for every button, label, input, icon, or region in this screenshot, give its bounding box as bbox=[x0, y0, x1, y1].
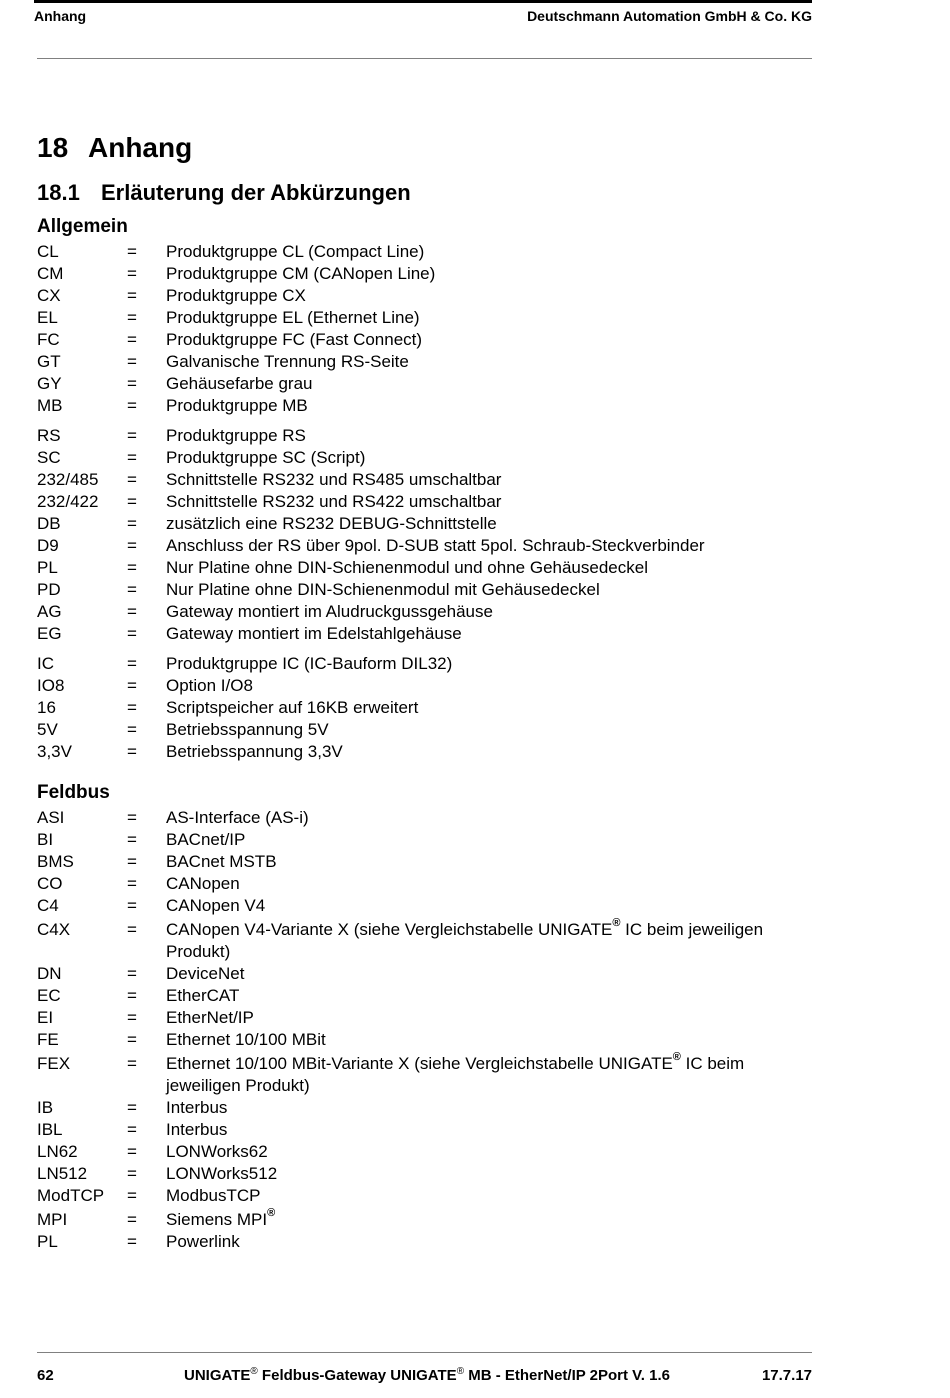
footer-title-text: UNIGATE bbox=[184, 1367, 251, 1384]
definition: Gateway montiert im Aludruckgussgehäuse bbox=[166, 602, 493, 621]
abbreviation: ModTCP bbox=[37, 1186, 105, 1205]
definition: Nur Platine ohne DIN-Schienenmodul mit Gehäusedeckel bbox=[166, 580, 600, 599]
definition: Betriebsspannung 3,3V bbox=[166, 742, 343, 761]
abbreviation: PD bbox=[37, 580, 61, 599]
abbreviation: C4X bbox=[37, 920, 71, 939]
definition-text: CANopen V4-Variante X (siehe Vergleichstabelle UNIGATE bbox=[166, 920, 613, 939]
equals-sign: = bbox=[127, 1008, 137, 1027]
abbreviation: CX bbox=[37, 286, 61, 305]
definition: EtherCAT bbox=[166, 986, 240, 1005]
registered-mark: ® bbox=[250, 1366, 258, 1377]
definition: Interbus bbox=[166, 1098, 228, 1117]
equals-sign: = bbox=[127, 830, 137, 849]
definition: Anschluss der RS über 9pol. D-SUB statt 5pol. Schraub-Steckverbinder bbox=[166, 536, 705, 555]
footer-title-text: Feldbus-Gateway UNIGATE bbox=[257, 1367, 457, 1384]
definition: Produktgruppe FC (Fast Connect) bbox=[166, 330, 423, 349]
definition: AS-Interface (AS-i) bbox=[166, 808, 309, 827]
page-number: 62 bbox=[37, 1367, 54, 1384]
definition-text: Siemens MPI bbox=[166, 1210, 268, 1229]
equals-sign: = bbox=[127, 808, 137, 827]
definition: Produktgruppe CM (CANopen Line) bbox=[166, 264, 436, 283]
footer-divider bbox=[37, 1352, 812, 1353]
definition: Produktgruppe SC (Script) bbox=[166, 448, 366, 467]
definition: LONWorks512 bbox=[166, 1164, 278, 1183]
equals-sign: = bbox=[127, 1098, 137, 1117]
definition: Produktgruppe EL (Ethernet Line) bbox=[166, 308, 420, 327]
abbreviation: EI bbox=[37, 1008, 54, 1027]
equals-sign: = bbox=[127, 852, 137, 871]
definition: Produktgruppe RS bbox=[166, 426, 306, 445]
registered-mark: ® bbox=[456, 1366, 465, 1377]
equals-sign: = bbox=[127, 920, 137, 939]
equals-sign: = bbox=[127, 720, 137, 739]
equals-sign: = bbox=[127, 264, 137, 283]
equals-sign: = bbox=[127, 602, 137, 621]
abbreviation: SC bbox=[37, 448, 61, 467]
abbreviation: EL bbox=[37, 308, 58, 327]
header-divider bbox=[37, 58, 812, 59]
section-name: Erläuterung der Abkürzungen bbox=[101, 180, 411, 205]
abbreviation: IO8 bbox=[37, 676, 65, 695]
definition: Betriebsspannung 5V bbox=[166, 720, 329, 739]
abbreviation: FEX bbox=[37, 1054, 71, 1073]
abbreviation: GY bbox=[37, 374, 62, 393]
chapter-name: Anhang bbox=[88, 132, 193, 163]
equals-sign: = bbox=[127, 514, 137, 533]
equals-sign: = bbox=[127, 426, 137, 445]
equals-sign: = bbox=[127, 330, 137, 349]
abbreviation: PL bbox=[37, 1232, 58, 1251]
abbreviation: 232/422 bbox=[37, 492, 99, 511]
equals-sign: = bbox=[127, 874, 137, 893]
abbreviation: LN62 bbox=[37, 1142, 78, 1161]
definition-text: IC beim jeweiligen Produkt) bbox=[166, 1054, 745, 1095]
abbreviation: CM bbox=[37, 264, 64, 283]
abbreviation: PL bbox=[37, 558, 58, 577]
definition: DeviceNet bbox=[166, 964, 245, 983]
registered-mark: ® bbox=[672, 1051, 681, 1064]
equals-sign: = bbox=[127, 1030, 137, 1049]
definition: Galvanische Trennung RS-Seite bbox=[166, 352, 409, 371]
equals-sign: = bbox=[127, 654, 137, 673]
definition: Gateway montiert im Edelstahlgehäuse bbox=[166, 624, 462, 643]
definition: BACnet/IP bbox=[166, 830, 246, 849]
abbreviation: LN512 bbox=[37, 1164, 88, 1183]
definition: ModbusTCP bbox=[166, 1186, 261, 1205]
equals-sign: = bbox=[127, 448, 137, 467]
abbreviation: 16 bbox=[37, 698, 56, 717]
equals-sign: = bbox=[127, 308, 137, 327]
equals-sign: = bbox=[127, 558, 137, 577]
abbreviation: IBL bbox=[37, 1120, 63, 1139]
abbreviation: C4 bbox=[37, 896, 59, 915]
equals-sign: = bbox=[127, 470, 137, 489]
equals-sign: = bbox=[127, 1186, 137, 1205]
abbreviation: GT bbox=[37, 352, 61, 371]
definition: Produktgruppe CX bbox=[166, 286, 306, 305]
abbreviation: IB bbox=[37, 1098, 54, 1117]
definition: CANopen V4 bbox=[166, 896, 266, 915]
definition: zusätzlich eine RS232 DEBUG-Schnittstelle bbox=[166, 514, 497, 533]
definition: Schnittstelle RS232 und RS422 umschaltbar bbox=[166, 492, 502, 511]
equals-sign: = bbox=[127, 1054, 137, 1073]
abbreviation: D9 bbox=[37, 536, 59, 555]
definition: Produktgruppe MB bbox=[166, 396, 308, 415]
group-heading-feldbus: Feldbus bbox=[37, 782, 110, 803]
equals-sign: = bbox=[127, 964, 137, 983]
abbreviation: FE bbox=[37, 1030, 59, 1049]
definition: Interbus bbox=[166, 1120, 228, 1139]
definition: Scriptspeicher auf 16KB erweitert bbox=[166, 698, 419, 717]
running-header-right: Deutschmann Automation GmbH & Co. KG bbox=[527, 8, 812, 24]
abbreviation: MPI bbox=[37, 1210, 68, 1229]
equals-sign: = bbox=[127, 536, 137, 555]
definition: Ethernet 10/100 MBit bbox=[166, 1030, 326, 1049]
equals-sign: = bbox=[127, 742, 137, 761]
definition: Gehäusefarbe grau bbox=[166, 374, 313, 393]
definition: Option I/O8 bbox=[166, 676, 253, 695]
abbreviation: DB bbox=[37, 514, 61, 533]
definition: Produktgruppe IC (IC-Bauform DIL32) bbox=[166, 654, 453, 673]
equals-sign: = bbox=[127, 986, 137, 1005]
abbreviation: 232/485 bbox=[37, 470, 99, 489]
chapter-title bbox=[37, 132, 192, 164]
group-heading-allgemein: Allgemein bbox=[37, 216, 128, 237]
definition: Schnittstelle RS232 und RS485 umschaltbar bbox=[166, 470, 502, 489]
abbreviation: IC bbox=[37, 654, 54, 673]
abbreviation: ASI bbox=[37, 808, 65, 827]
equals-sign: = bbox=[127, 1232, 137, 1251]
chapter-number: 18 bbox=[37, 132, 69, 163]
definition: Powerlink bbox=[166, 1232, 240, 1251]
equals-sign: = bbox=[127, 396, 137, 415]
definition-text: IC beim jeweiligen Produkt) bbox=[166, 920, 764, 961]
equals-sign: = bbox=[127, 352, 137, 371]
footer-title-text: MB - EtherNet/IP 2Port V. 1.6 bbox=[464, 1367, 670, 1384]
abbreviation: DN bbox=[37, 964, 62, 983]
abbreviation: EG bbox=[37, 624, 62, 643]
definition: Produktgruppe CL (Compact Line) bbox=[166, 242, 425, 261]
definition bbox=[166, 919, 812, 963]
abbreviation: RS bbox=[37, 426, 61, 445]
abbreviation: AG bbox=[37, 602, 62, 621]
equals-sign: = bbox=[127, 676, 137, 695]
abbreviation: 5V bbox=[37, 720, 58, 739]
section-number: 18.1 bbox=[37, 180, 80, 205]
abbreviation: 3,3V bbox=[37, 742, 72, 761]
definition: EtherNet/IP bbox=[166, 1008, 254, 1027]
running-header-left: Anhang bbox=[34, 8, 87, 24]
definition: LONWorks62 bbox=[166, 1142, 268, 1161]
registered-mark: ® bbox=[267, 1207, 276, 1220]
abbreviation: CO bbox=[37, 874, 63, 893]
equals-sign: = bbox=[127, 242, 137, 261]
registered-mark: ® bbox=[612, 917, 621, 930]
equals-sign: = bbox=[127, 1142, 137, 1161]
abbreviation: MB bbox=[37, 396, 63, 415]
footer-title bbox=[184, 1367, 670, 1384]
section-title bbox=[37, 180, 411, 206]
footer-date: 17.7.17 bbox=[761, 1367, 812, 1384]
abbreviation: BI bbox=[37, 830, 54, 849]
definition bbox=[166, 1209, 812, 1231]
definition: CANopen bbox=[166, 874, 240, 893]
definition bbox=[166, 1053, 812, 1097]
equals-sign: = bbox=[127, 374, 137, 393]
equals-sign: = bbox=[127, 492, 137, 511]
abbreviation: EC bbox=[37, 986, 61, 1005]
abbreviation: BMS bbox=[37, 852, 74, 871]
equals-sign: = bbox=[127, 698, 137, 717]
equals-sign: = bbox=[127, 1120, 137, 1139]
equals-sign: = bbox=[127, 286, 137, 305]
equals-sign: = bbox=[127, 1210, 137, 1229]
equals-sign: = bbox=[127, 896, 137, 915]
definition-text: Ethernet 10/100 MBit-Variante X (siehe Vergleichstabelle UNIGATE bbox=[166, 1054, 673, 1073]
equals-sign: = bbox=[127, 580, 137, 599]
top-rule bbox=[34, 0, 812, 3]
equals-sign: = bbox=[127, 624, 137, 643]
abbreviation: FC bbox=[37, 330, 60, 349]
definition: BACnet MSTB bbox=[166, 852, 277, 871]
abbreviation: CL bbox=[37, 242, 59, 261]
equals-sign: = bbox=[127, 1164, 137, 1183]
definition: Nur Platine ohne DIN-Schienenmodul und ohne Gehäusedeckel bbox=[166, 558, 648, 577]
